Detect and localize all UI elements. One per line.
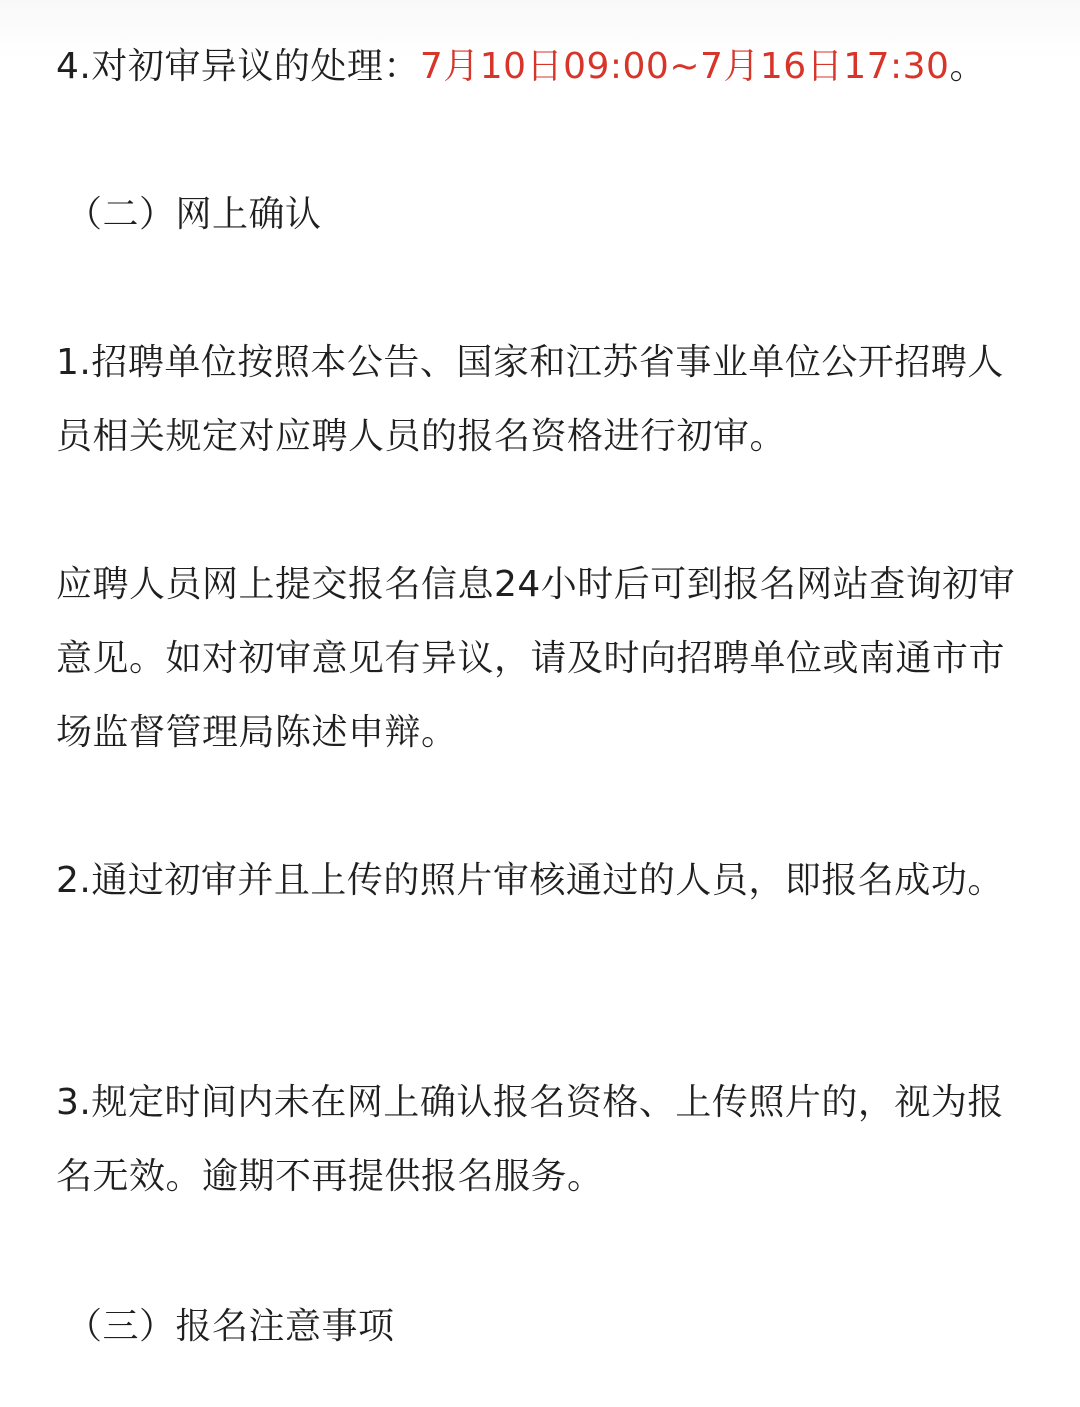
section-heading-notes: （三）报名注意事项 xyxy=(66,1306,395,1347)
section-heading-online-confirm: （二）网上确认 xyxy=(66,194,322,235)
paragraph-registration-invalid: 3.规定时间内未在网上确认报名资格、上传照片的，视为报名无效。逾期不再提供报名服务。 xyxy=(56,1082,1004,1197)
paragraph-registration-success: 2.通过初审并且上传的照片审核通过的人员，即报名成功。 xyxy=(56,860,1004,901)
paragraph-query-opinion: 应聘人员网上提交报名信息24小时后可到报名网站查询初审意见。如对初审意见有异议，请及时向招聘单位或南通市市场监督管理局陈述申辩。 xyxy=(56,564,1016,753)
paragraph-objection-handling xyxy=(56,30,1028,104)
paragraph-initial-review: 1.招聘单位按照本公告、国家和江苏省事业单位公开招聘人员相关规定对应聘人员的报名资格进行初审。 xyxy=(56,342,1004,457)
objection-time-range: 7月10日09:00~7月16日17:30 xyxy=(419,46,950,87)
objection-end: 。 xyxy=(949,46,986,87)
objection-label: 4.对初审异议的处理： xyxy=(56,46,420,87)
